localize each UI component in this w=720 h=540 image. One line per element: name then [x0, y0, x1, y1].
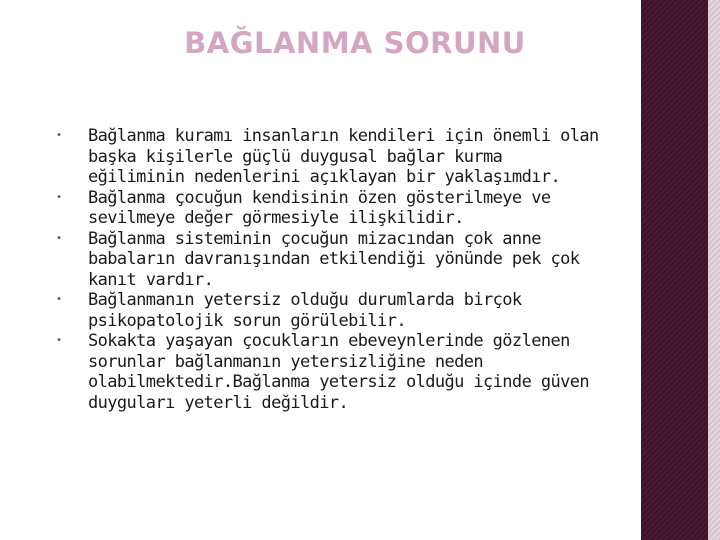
bullet-dot-icon: •	[56, 335, 62, 346]
bullet-dot-icon: •	[56, 191, 62, 203]
bullet-dot-icon: •	[56, 130, 62, 141]
bullet-text: Bağlanma sisteminin çocuğun mizacından çok anne babaların davranışından etkilendiği yönünde pek çok kanıt vardır.	[88, 228, 580, 290]
bullet-item	[48, 290, 608, 331]
bullet-text: Bağlanma çocuğun kendisinin özen gösterilmeye ve sevilmeye değer görmesiyle ilişkilidir.	[88, 187, 551, 228]
bullet-item	[48, 188, 608, 229]
bullet-item	[48, 126, 608, 188]
slide-title: BAĞLANMA SORUNU	[184, 26, 526, 60]
bullet-item	[48, 229, 608, 291]
bullet-item	[48, 331, 608, 413]
bullet-text: Bağlanma kuramı insanların kendileri için önemli olan başka kişilerle güçlü duygusal bağlar kurma eğiliminin nedenlerini açıklayan bir yaklaşımdır.	[88, 126, 599, 187]
bullet-list	[48, 126, 608, 413]
bullet-dot-icon: •	[56, 294, 62, 305]
bullet-text: Sokakta yaşayan çocukların ebeveynlerinde gözlenen sorunlar bağlanmanın yetersizliğine neden olabilmektedir.Bağlanma yetersiz olduğu içinde güven duyguları yeterli değildir.	[88, 331, 590, 413]
decorative-sidebar-dark	[641, 0, 708, 540]
bullet-dot-icon: •	[56, 232, 62, 244]
decorative-sidebar-light	[708, 0, 720, 540]
bullet-text: Bağlanmanın yetersiz olduğu durumlarda birçok psikopatolojik sorun görülebilir.	[88, 290, 522, 331]
